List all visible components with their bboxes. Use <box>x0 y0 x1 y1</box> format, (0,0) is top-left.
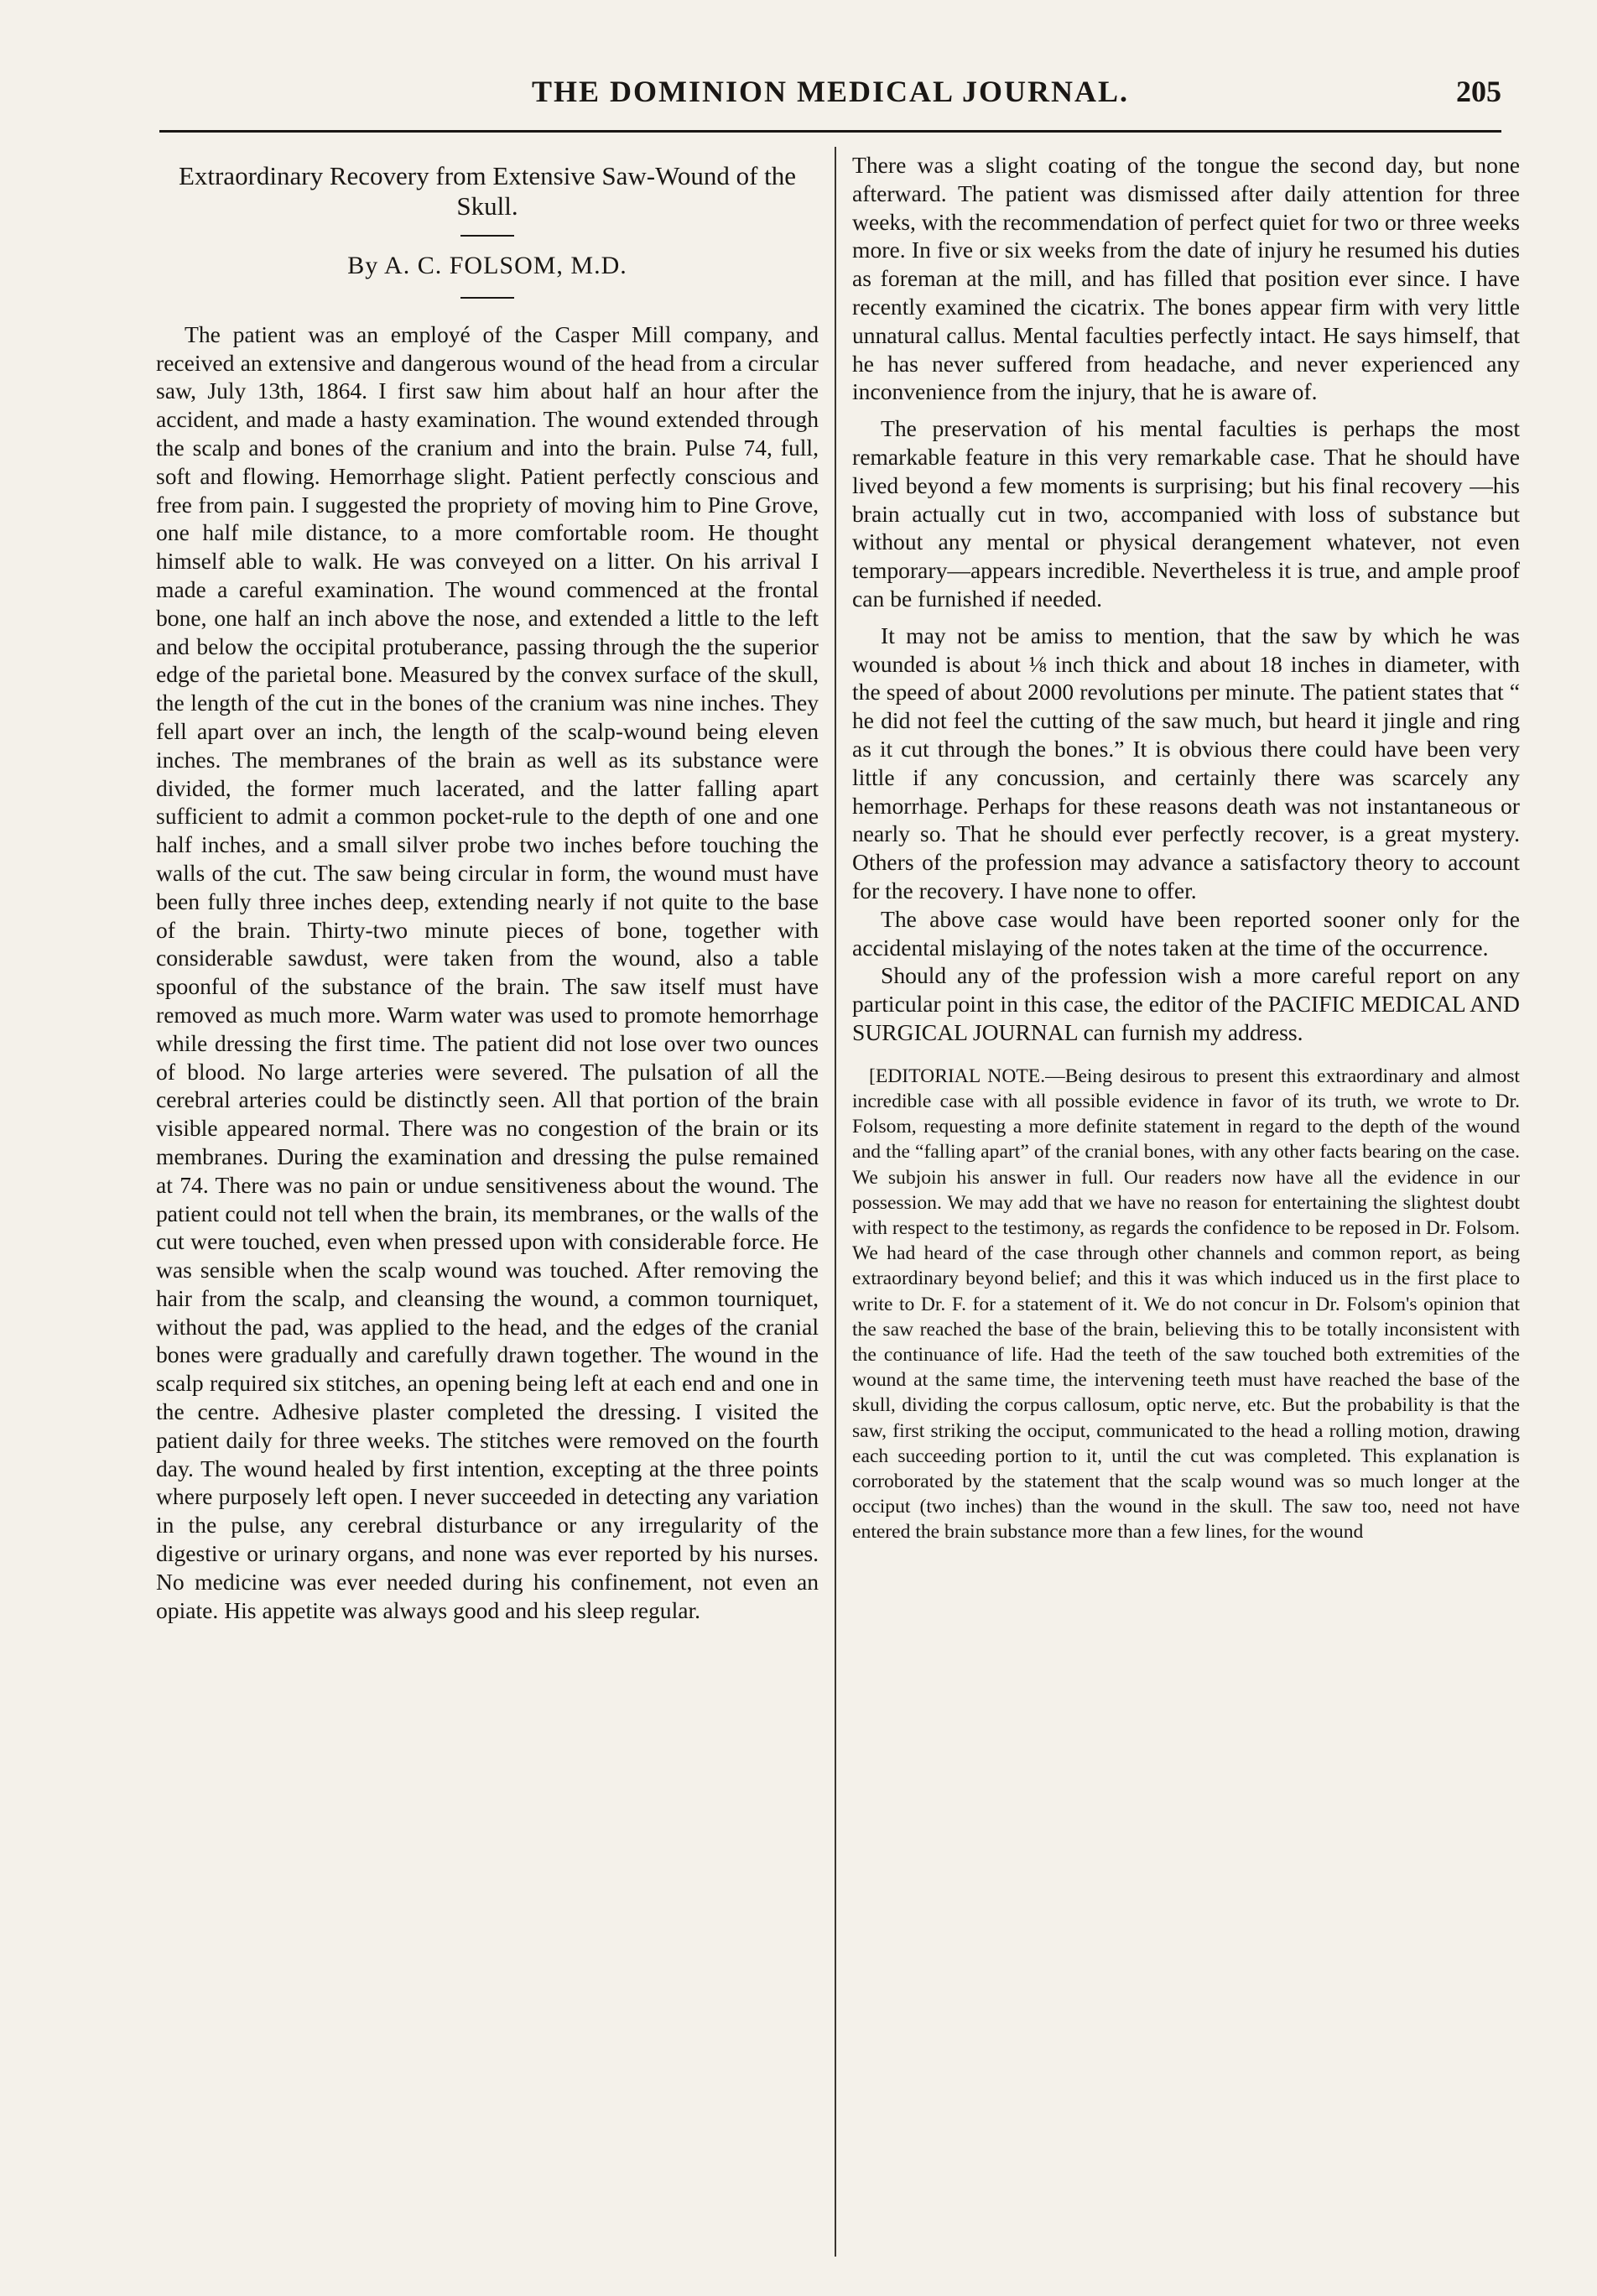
journal-title: THE DOMINION MEDICAL JOURNAL. <box>531 75 1130 108</box>
body-paragraph: The patient was an employé of the Casper Mill company, and received an extensive and dangerous wound of the head from a circular saw, July 13th, 1864. I first saw him about half an hour after the accident, and made a hasty examination. The wound extended through the scalp and bones of the cranium and into the brain. Pulse 74, full, soft and flowing. Hemorrhage slight. Patient perfectly conscious and free from pain. I suggested the propriety of moving him to Pine Grove, one half mile distance, to a more comfortable room. He thought himself able to walk. He was conveyed on a litter. On his arrival I made a careful examination. The wound commenced at the frontal bone, one half an inch above the nose, and extended a little to the left and below the occipital protuberance, passing through the the superior edge of the parietal bone. Measured by the convex surface of the skull, the length of the cut in the bones of the cranium was nine inches. They fell apart over an inch, the length of the scalp-wound being eleven inches. The membranes of the brain as well as its substance were divided, the former much lacerated, and the latter falling apart sufficient to admit a common pocket-rule to the depth of one and one half inches, and a small silver probe two inches before touching the walls of the cut. The saw being circular in form, the wound must have been fully three inches deep, extending nearly if not quite to the base of the brain. Thirty-two minute pieces of bone, together with considerable sawdust, were taken from the wound, also a table spoonful of the substance of the brain. The saw itself must have removed as much more. Warm water was used to promote hemorrhage while dressing the first time. The patient did not lose over two ounces of blood. No large arteries were severed. The pulsation of all the cerebral arteries could be distinctly seen. All that portion of the brain visible appeared normal. There was no congestion of the brain or its membranes. During the examination and dressing the pulse remained at 74. There was no pain or undue sensitiveness about the wound. The patient could not tell when the brain, its membranes, or the walls of the cut were touched, even when pressed upon with considerable force. He was sensible when the scalp wound was touched. After removing the hair from the scalp, and cleansing the wound, a common tourniquet, without the pad, was applied to the head, and the edges of the cranial bones were gradually and carefully drawn together. The wound in the scalp required six stitches, an opening being left at each end and one in the centre. Adhesive plaster completed the dressing. I visited the patient daily for three weeks. The stitches were removed on the fourth day. The wound healed by first intention, excepting at the three points where purposely left open. I never succeeded in detecting any variation in the pulse, any cerebral disturbance or any irregularity of the digestive or urinary organs, and none was ever reported by his nurses. No medicine was ever needed during his confinement, not even an opiate. His appetite was always good and his sleep regular. <box>156 320 819 1623</box>
body-paragraph: The preservation of his mental faculties is perhaps the most remarkable feature in this very remarkable case. That he should have lived beyond a few moments is surprising; but his final recovery —his brain actually cut in two, accompanied with loss of substance but without any mental or physical derangement whatever, not even temporary—appears incredible. Nevertheless it is true, and ample proof can be furnished if needed. <box>852 415 1520 612</box>
right-column <box>852 151 1520 1545</box>
body-paragraph: There was a slight coating of the tongue the second day, but none afterward. The patient was dismissed after daily attention for three weeks, with the recommendation of perfect quiet for two or three weeks more. In five or six weeks from the date of injury he resumed his duties as foreman at the mill, and has filled that position ever since. I have recently examined the cicatrix. The bones appear firm with very little unnatural callus. Mental faculties perfectly intact. He says himself, that he has never suffered from headache, and never experienced any inconvenience from the injury, that he is aware of. <box>852 152 1520 405</box>
column-divider <box>835 147 836 2257</box>
page-number: 205 <box>1456 75 1501 108</box>
title-divider <box>460 235 514 237</box>
body-paragraph: It may not be amiss to mention, that the saw by which he was wounded is about ⅛ inch thick and about 18 inches in diameter, with the speed of about 2000 revolutions per minute. The patient states that “ he did not feel the cutting of the saw much, but heard it jingle and ring as it cut through the bones.” It is obvious there could have been very little if any concussion, and certainly there was scarcely any hemorrhage. Perhaps for these reasons death was not instantaneous or nearly so. That he should ever perfectly recover, is a great mystery. Others of the profession may advance a satisfactory theory to account for the recovery. I have none to offer. <box>852 622 1520 903</box>
running-head <box>159 74 1501 124</box>
article-title: Extraordinary Recovery from Extensive Saw-Wound of the Skull. <box>178 161 797 221</box>
byline: By A. C. FOLSOM, M.D. <box>347 252 627 279</box>
body-paragraph: Should any of the profession wish a more careful report on any particular point in this case, the editor of the PACIFIC MEDICAL AND SURGICAL JOURNAL can furnish my address. <box>852 962 1520 1045</box>
editorial-note: [EDITORIAL NOTE.—Being desirous to present this extraordinary and almost incredible case with all possible evidence in favor of its truth, we wrote to Dr. Folsom, requesting a more definite statement in regard to the depth of the wound and the “falling apart” of the cranial bones, with any other facts bearing on the case. We subjoin his answer in full. Our readers now have all the evidence in our possession. We may add that we have no reason for entertaining the slightest doubt with respect to the testimony, as regards the confidence to be reposed in Dr. Folsom. We had heard of the case through other channels and common report, as being extraordinary beyond belief; and this it was which induced us in the first place to write to Dr. F. for a statement of it. We do not concur in Dr. Folsom's opinion that the saw reached the base of the brain, believing this to be totally inconsistent with the continuance of life. Had the teeth of the saw touched both extremities of the wound at the same time, the intervening teeth must have reached the base of the skull, dividing the corpus callosum, optic nerve, etc. But the probability is that the saw, first striking the occiput, communicated to the head a rolling motion, drawing each succeeding portion to it, until the cut was completed. This explanation is corroborated by the statement that the scalp wound was so much longer at the occiput (two inches) than the wound in the skull. The saw too, need not have entered the brain substance more than a few lines, for the wound <box>852 1065 1520 1544</box>
byline-divider <box>460 297 514 299</box>
header-rule <box>159 130 1501 133</box>
body-paragraph: The above case would have been reported sooner only for the accidental mislaying of the notes taken at the time of the occurrence. <box>852 905 1520 961</box>
left-column <box>156 151 819 1624</box>
